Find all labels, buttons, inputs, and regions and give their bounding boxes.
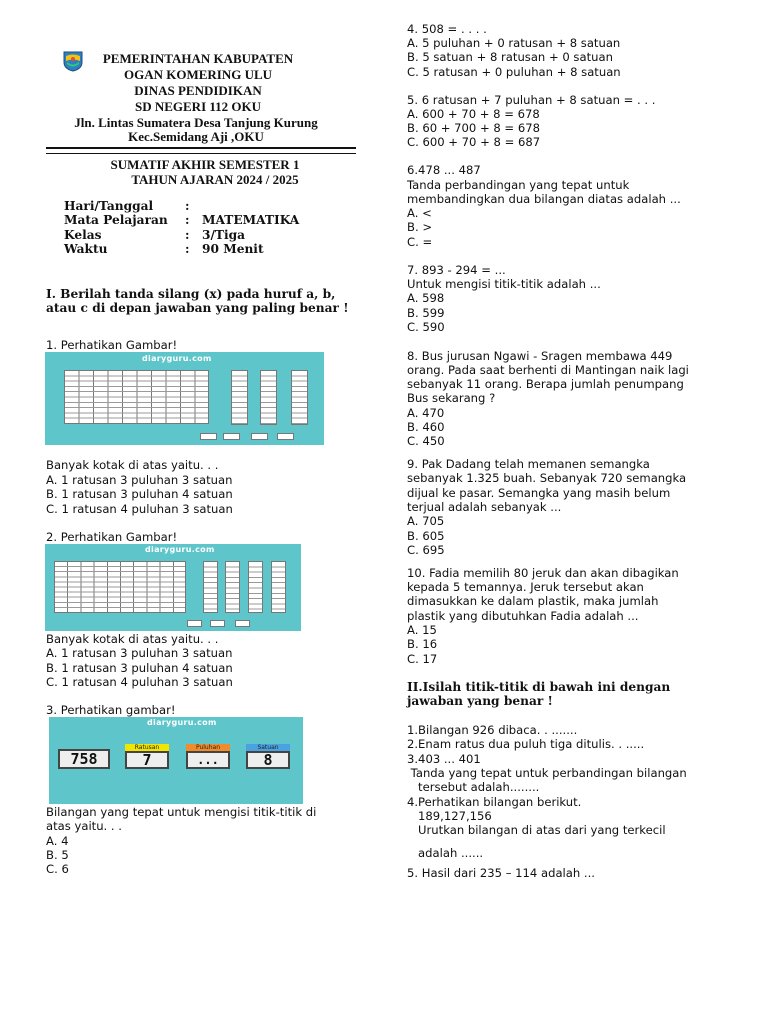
q10-text-line4: plastik yang dibutuhkan Fadia adalah ...: [407, 609, 639, 623]
image-watermark: diaryguru.com: [147, 718, 217, 727]
unit-cube: [210, 620, 225, 627]
regency-logo: [62, 50, 84, 72]
ten-rod: [231, 370, 248, 425]
place-label-hundreds: Ratusan: [125, 744, 169, 751]
info-label: Waktu: [64, 242, 108, 257]
section2-item-5: 5. Hasil dari 235 – 114 adalah ...: [407, 866, 595, 880]
info-sep: :: [185, 242, 190, 257]
q1-option-b: B. 1 ratusan 3 puluhan 4 satuan: [46, 487, 233, 501]
q8-option-b: B. 460: [407, 420, 445, 434]
q2-option-b: B. 1 ratusan 3 puluhan 4 satuan: [46, 661, 233, 675]
q9-text-line2: sebanyak 1.325 buah. Sebanyak 720 semangka: [407, 471, 687, 485]
info-row-subject: [64, 213, 354, 227]
q6-option-b: B. >: [407, 220, 433, 234]
q8-text-line1: 8. Bus jurusan Ngawi - Sragen membawa 449: [407, 349, 673, 363]
section2-item-2: 2.Enam ratus dua puluh tiga ditulis. . .....: [407, 737, 645, 751]
unit-cube: [200, 433, 217, 440]
exam-year: TAHUN AJARAN 2024 / 2025: [131, 172, 299, 187]
q8-text-line4: Bus sekarang ?: [407, 391, 496, 405]
ten-rod: [260, 370, 277, 425]
q2-option-c: C. 1 ratusan 4 puluhan 3 satuan: [46, 675, 233, 689]
q4-option-c: C. 5 ratusan + 0 puluhan + 8 satuan: [407, 65, 621, 79]
q3-place-value-image: [49, 717, 303, 804]
hundred-block: [54, 561, 186, 613]
ten-rod: [291, 370, 308, 425]
ones-value: 8: [246, 751, 290, 769]
exam-info: [64, 199, 354, 257]
header-line-1: PEMERINTAHAN KABUPATEN: [102, 51, 294, 66]
q10-text-line1: 10. Fadia memilih 80 jeruk dan akan dibagikan: [407, 566, 679, 580]
header-line-2: OGAN KOMERING ULU: [123, 67, 273, 82]
section2-item-4: 4.Perhatikan bilangan berikut.: [407, 795, 582, 809]
ten-rod: [203, 561, 218, 613]
info-value: 3/Tiga: [202, 227, 246, 242]
info-row-time: [64, 242, 354, 256]
hundred-block: [64, 370, 209, 424]
section1-instruction-line2: atau c di depan jawaban yang paling benar !: [46, 301, 349, 315]
q8-option-c: C. 450: [407, 434, 445, 448]
q9-option-a: A. 705: [407, 514, 445, 528]
q6-text-line2: membandingkan dua bilangan diatas adalah ...: [407, 192, 681, 206]
q8-text-line3: sebanyak 11 orang. Berapa jumlah penumpang: [407, 377, 684, 391]
header-line-3: DINAS PENDIDIKAN: [134, 83, 262, 98]
q3-prompt: 3. Perhatikan gambar!: [46, 703, 176, 717]
header-line-4: SD NEGERI 112 OKU: [134, 99, 262, 114]
q9-option-c: C. 695: [407, 543, 445, 557]
unit-cube: [277, 433, 294, 440]
number-card: 758: [58, 749, 110, 769]
info-sep: :: [185, 199, 190, 213]
section2-item-4-text2: adalah ......: [407, 846, 484, 860]
info-value: 90 Menit: [202, 242, 264, 257]
q6-option-a: A. <: [407, 206, 432, 220]
hundreds-value: 7: [125, 751, 169, 769]
q8-text-line2: orang. Pada saat berhenti di Mantingan naik lagi: [407, 363, 689, 377]
section2-title-line2: jawaban yang benar !: [407, 694, 553, 708]
q6-option-c: C. =: [407, 235, 433, 249]
section2-item-3: 3.403 ... 401: [407, 752, 481, 766]
q2-base-ten-blocks-image: [45, 544, 301, 631]
place-label-tens: Puluhan: [186, 744, 230, 751]
q3-option-c: C. 6: [46, 862, 69, 876]
q9-text-line4: terjual adalah sebanyak ...: [407, 500, 562, 514]
info-sep: :: [185, 227, 190, 242]
q5-option-b: B. 60 + 700 + 8 = 678: [407, 121, 540, 135]
q4-option-b: B. 5 satuan + 8 ratusan + 0 satuan: [407, 50, 613, 64]
q3-question-line2: atas yaitu. . .: [46, 819, 122, 833]
q1-prompt: 1. Perhatikan Gambar!: [46, 338, 178, 352]
info-label: Kelas: [64, 227, 102, 242]
place-label-ones: Satuan: [246, 744, 290, 751]
q3-option-b: B. 5: [46, 848, 69, 862]
tens-value: ...: [186, 751, 230, 769]
q10-text-line2: kepada 5 temannya. Jeruk tersebut akan: [407, 580, 644, 594]
q7-option-c: C. 590: [407, 320, 445, 334]
section2-item-1: 1.Bilangan 926 dibaca. . .......: [407, 723, 578, 737]
q3-question-line1: Bilangan yang tepat untuk mengisi titik-titik di: [46, 805, 317, 819]
q2-question: Banyak kotak di atas yaitu. . .: [46, 632, 219, 646]
section2-item-4-text1: Urutkan bilangan di atas dari yang terkecil: [407, 823, 666, 837]
q9-text-line3: dijual ke pasar. Semangka yang masih belum: [407, 486, 671, 500]
q8-option-a: A. 470: [407, 406, 445, 420]
q5-prompt: 5. 6 ratusan + 7 puluhan + 8 satuan = . . .: [407, 93, 656, 107]
ten-rod: [225, 561, 240, 613]
info-label: Mata Pelajaran: [64, 213, 168, 228]
header-line-5: Jln. Lintas Sumatera Desa Tanjung Kurung: [74, 115, 318, 130]
q4-option-a: A. 5 puluhan + 0 ratusan + 8 satuan: [407, 36, 621, 50]
q9-option-b: B. 605: [407, 529, 445, 543]
image-watermark: diaryguru.com: [142, 354, 212, 363]
q6-prompt: 6.478 ... 487: [407, 163, 481, 177]
q10-text-line3: dimasukkan ke dalam plastik, maka jumlah: [407, 594, 659, 608]
q4-prompt: 4. 508 = . . . .: [407, 22, 487, 36]
info-row-date: [64, 199, 354, 213]
q10-option-b: B. 16: [407, 637, 438, 651]
q7-prompt: 7. 893 - 294 = ...: [407, 263, 506, 277]
q3-option-a: A. 4: [46, 834, 69, 848]
q9-text-line1: 9. Pak Dadang telah memanen semangka: [407, 457, 650, 471]
info-value: MATEMATIKA: [202, 213, 300, 228]
unit-cube: [235, 620, 250, 627]
q1-question: Banyak kotak di atas yaitu. . .: [46, 458, 219, 472]
q7-text-line1: Untuk mengisi titik-titik adalah ...: [407, 277, 601, 291]
q7-option-a: A. 598: [407, 291, 445, 305]
info-label: Hari/Tanggal: [64, 199, 154, 213]
q1-base-ten-blocks-image: [45, 352, 324, 445]
q1-option-a: A. 1 ratusan 3 puluhan 3 satuan: [46, 473, 233, 487]
unit-cube: [223, 433, 240, 440]
section2-item-4-numbers: 189,127,156: [407, 809, 492, 823]
q2-prompt: 2. Perhatikan Gambar!: [46, 530, 178, 544]
q10-option-a: A. 15: [407, 623, 437, 637]
header-divider: [46, 147, 356, 154]
q10-option-c: C. 17: [407, 652, 438, 666]
unit-cube: [187, 620, 202, 627]
q5-option-a: A. 600 + 70 + 8 = 678: [407, 107, 540, 121]
section2-title-line1: II.Isilah titik-titik di bawah ini dengan: [407, 680, 671, 694]
info-row-class: [64, 228, 354, 242]
info-sep: :: [185, 213, 190, 228]
unit-cube: [251, 433, 268, 440]
section2-item-3-text1: Tanda yang tepat untuk perbandingan bilangan: [407, 766, 687, 780]
section1-instruction-line1: I. Berilah tanda silang (x) pada huruf a, b,: [46, 287, 336, 301]
q2-option-a: A. 1 ratusan 3 puluhan 3 satuan: [46, 646, 233, 660]
section2-item-3-text2: tersebut adalah........: [407, 780, 540, 794]
header-line-6: Kec.Semidang Aji ,OKU: [128, 129, 264, 144]
q6-text-line1: Tanda perbandingan yang tepat untuk: [407, 178, 630, 192]
ten-rod: [271, 561, 286, 613]
q7-option-b: B. 599: [407, 306, 445, 320]
exam-title: SUMATIF AKHIR SEMESTER 1: [110, 157, 300, 172]
ten-rod: [248, 561, 263, 613]
q5-option-c: C. 600 + 70 + 8 = 687: [407, 135, 541, 149]
image-watermark: diaryguru.com: [145, 545, 215, 554]
q1-option-c: C. 1 ratusan 4 puluhan 3 satuan: [46, 502, 233, 516]
